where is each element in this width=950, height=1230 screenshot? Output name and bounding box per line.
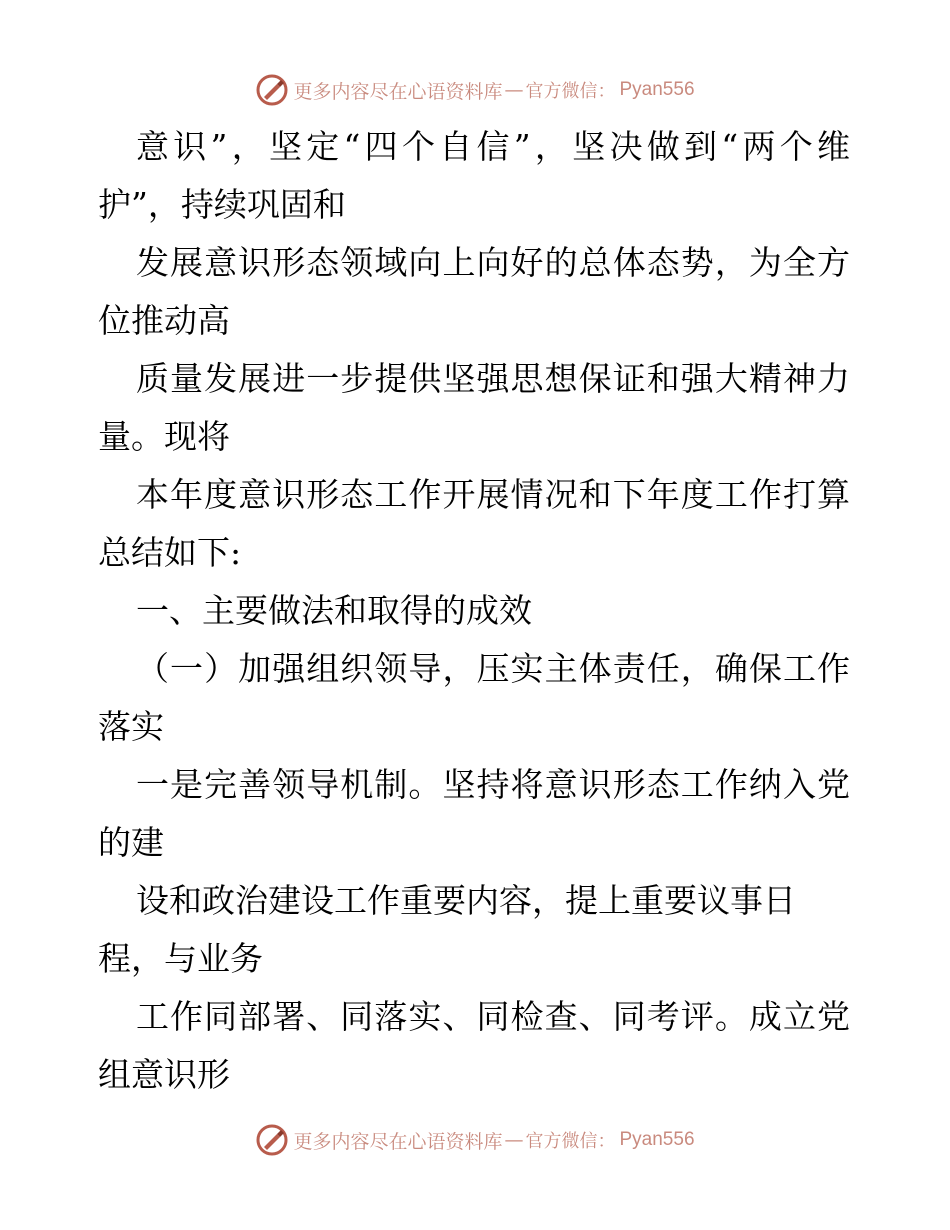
section-heading: 一、主要做法和取得的成效 [136, 591, 532, 630]
watermark-text: 更多内容尽在心语资料库 [293, 80, 503, 103]
text-line: 的建 [98, 823, 164, 862]
text-line: 质量发展进一步提供坚强思想保证和强大精神力 [136, 359, 850, 398]
text-line: 组意识形 [98, 1055, 230, 1094]
watermark-text: 更多内容尽在心语资料库 [293, 1130, 503, 1153]
header-watermark [0, 70, 950, 110]
watermark-wechat-id: Pyan556 [619, 79, 695, 100]
text-line: 总结如下: [98, 533, 242, 572]
text-line: 工作同部署、同落实、同检查、同考评。成立党 [136, 997, 850, 1036]
text-line: 本年度意识形态工作开展情况和下年度工作打算 [136, 475, 850, 514]
text-line: 一是完善领导机制。坚持将意识形态工作纳入党 [136, 765, 850, 804]
pen-logo-icon [255, 1123, 289, 1157]
subsection-heading: （一）加强组织领导，压实主体责任，确保工作 [136, 649, 850, 688]
text-line: 量。现将 [98, 417, 230, 456]
text-line: 意识”，坚定“四个自信”，坚决做到“两个维 [136, 127, 850, 166]
watermark-label: 官方微信： [525, 1131, 616, 1152]
pen-logo-icon [255, 73, 289, 107]
watermark-label: 官方微信： [525, 81, 616, 102]
text-line: 落实 [98, 707, 164, 746]
text-line: 设和政治建设工作重要内容，提上重要议事日 [136, 881, 796, 920]
watermark-separator: — [504, 1129, 524, 1151]
text-line: 程，与业务 [98, 939, 263, 978]
footer-watermark [0, 1120, 950, 1160]
watermark-wechat-id: Pyan556 [619, 1129, 695, 1150]
text-line: 护”，持续巩固和 [98, 185, 346, 224]
watermark-separator: — [504, 79, 524, 101]
text-line: 位推动高 [98, 301, 230, 340]
text-line: 发展意识形态领域向上向好的总体态势，为全方 [136, 243, 850, 282]
body-text [98, 118, 850, 1104]
